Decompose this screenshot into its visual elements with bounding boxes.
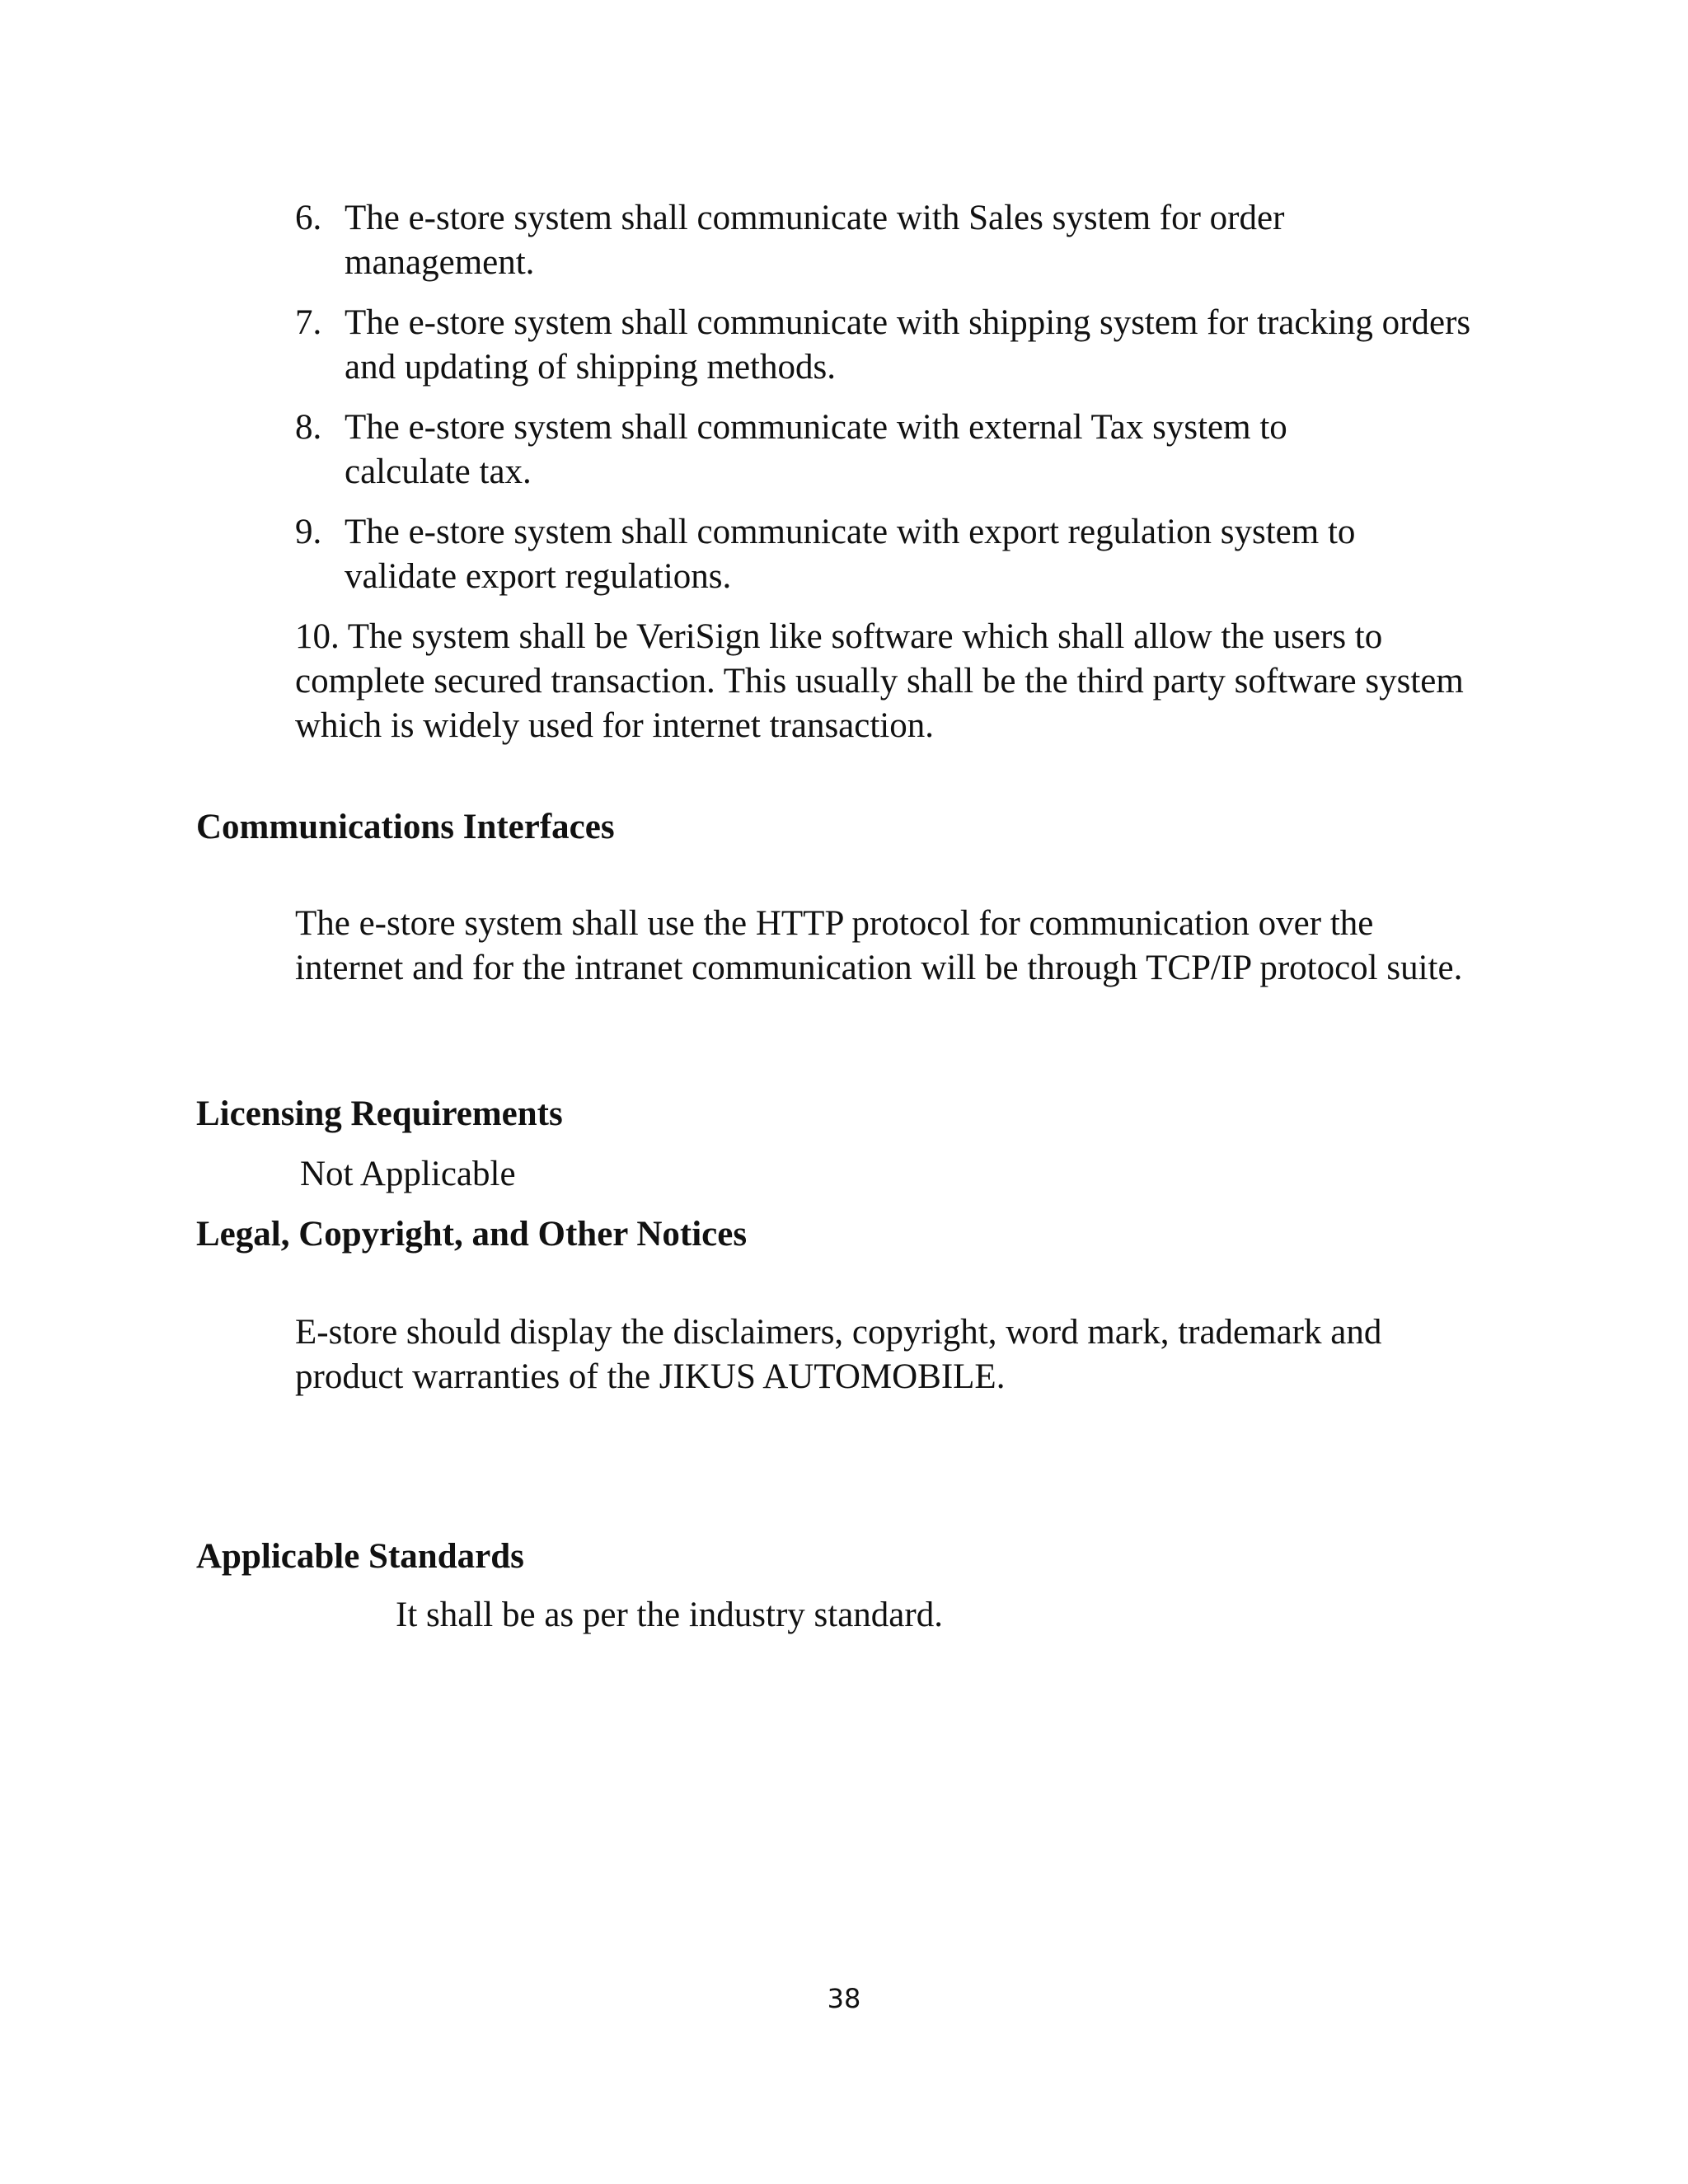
page-number: 38 [827, 1983, 861, 2014]
list-item-number: 8. [295, 408, 322, 447]
legal-notices-body: E-store should display the disclaimers, copyright, word mark, trademark and product warranties of the JIKUS AUTOMOBILE. [295, 1313, 1382, 1396]
communications-interfaces-heading: Communications Interfaces [196, 808, 615, 846]
licensing-requirements-heading: Licensing Requirements [196, 1094, 563, 1133]
legal-notices-heading: Legal, Copyright, and Other Notices [196, 1215, 748, 1254]
list-item-number: 6. [295, 199, 322, 237]
licensing-requirements-body: Not Applicable [300, 1155, 516, 1193]
applicable-standards-heading: Applicable Standards [196, 1537, 524, 1576]
list-item-9 [295, 510, 1531, 601]
list-item-7 [295, 301, 1531, 391]
list-item-text: The e-store system shall communicate with external Tax system to calculate tax. [345, 408, 1287, 491]
list-item-text: The e-store system shall communicate with shipping system for tracking orders and updating of shipping methods. [345, 303, 1471, 387]
list-item-text: The e-store system shall communicate with export regulation system to validate export regulations. [345, 513, 1356, 596]
list-item-8 [295, 405, 1531, 496]
list-item-number: 7. [295, 303, 322, 342]
list-item-text: The e-store system shall communicate with Sales system for order management. [345, 199, 1285, 282]
communications-interfaces-body: The e-store system shall use the HTTP protocol for communication over the internet and for the intranet communication will be through TCP/IP protocol suite. [295, 904, 1463, 987]
list-item-6 [295, 196, 1531, 287]
applicable-standards-body: It shall be as per the industry standard. [396, 1596, 943, 1634]
list-item-number: 9. [295, 513, 322, 551]
list-item-10: 10. The system shall be VeriSign like software which shall allow the users to complete secured transaction. This usually shall be the third party software system which is widely used for internet transaction. [295, 617, 1464, 745]
